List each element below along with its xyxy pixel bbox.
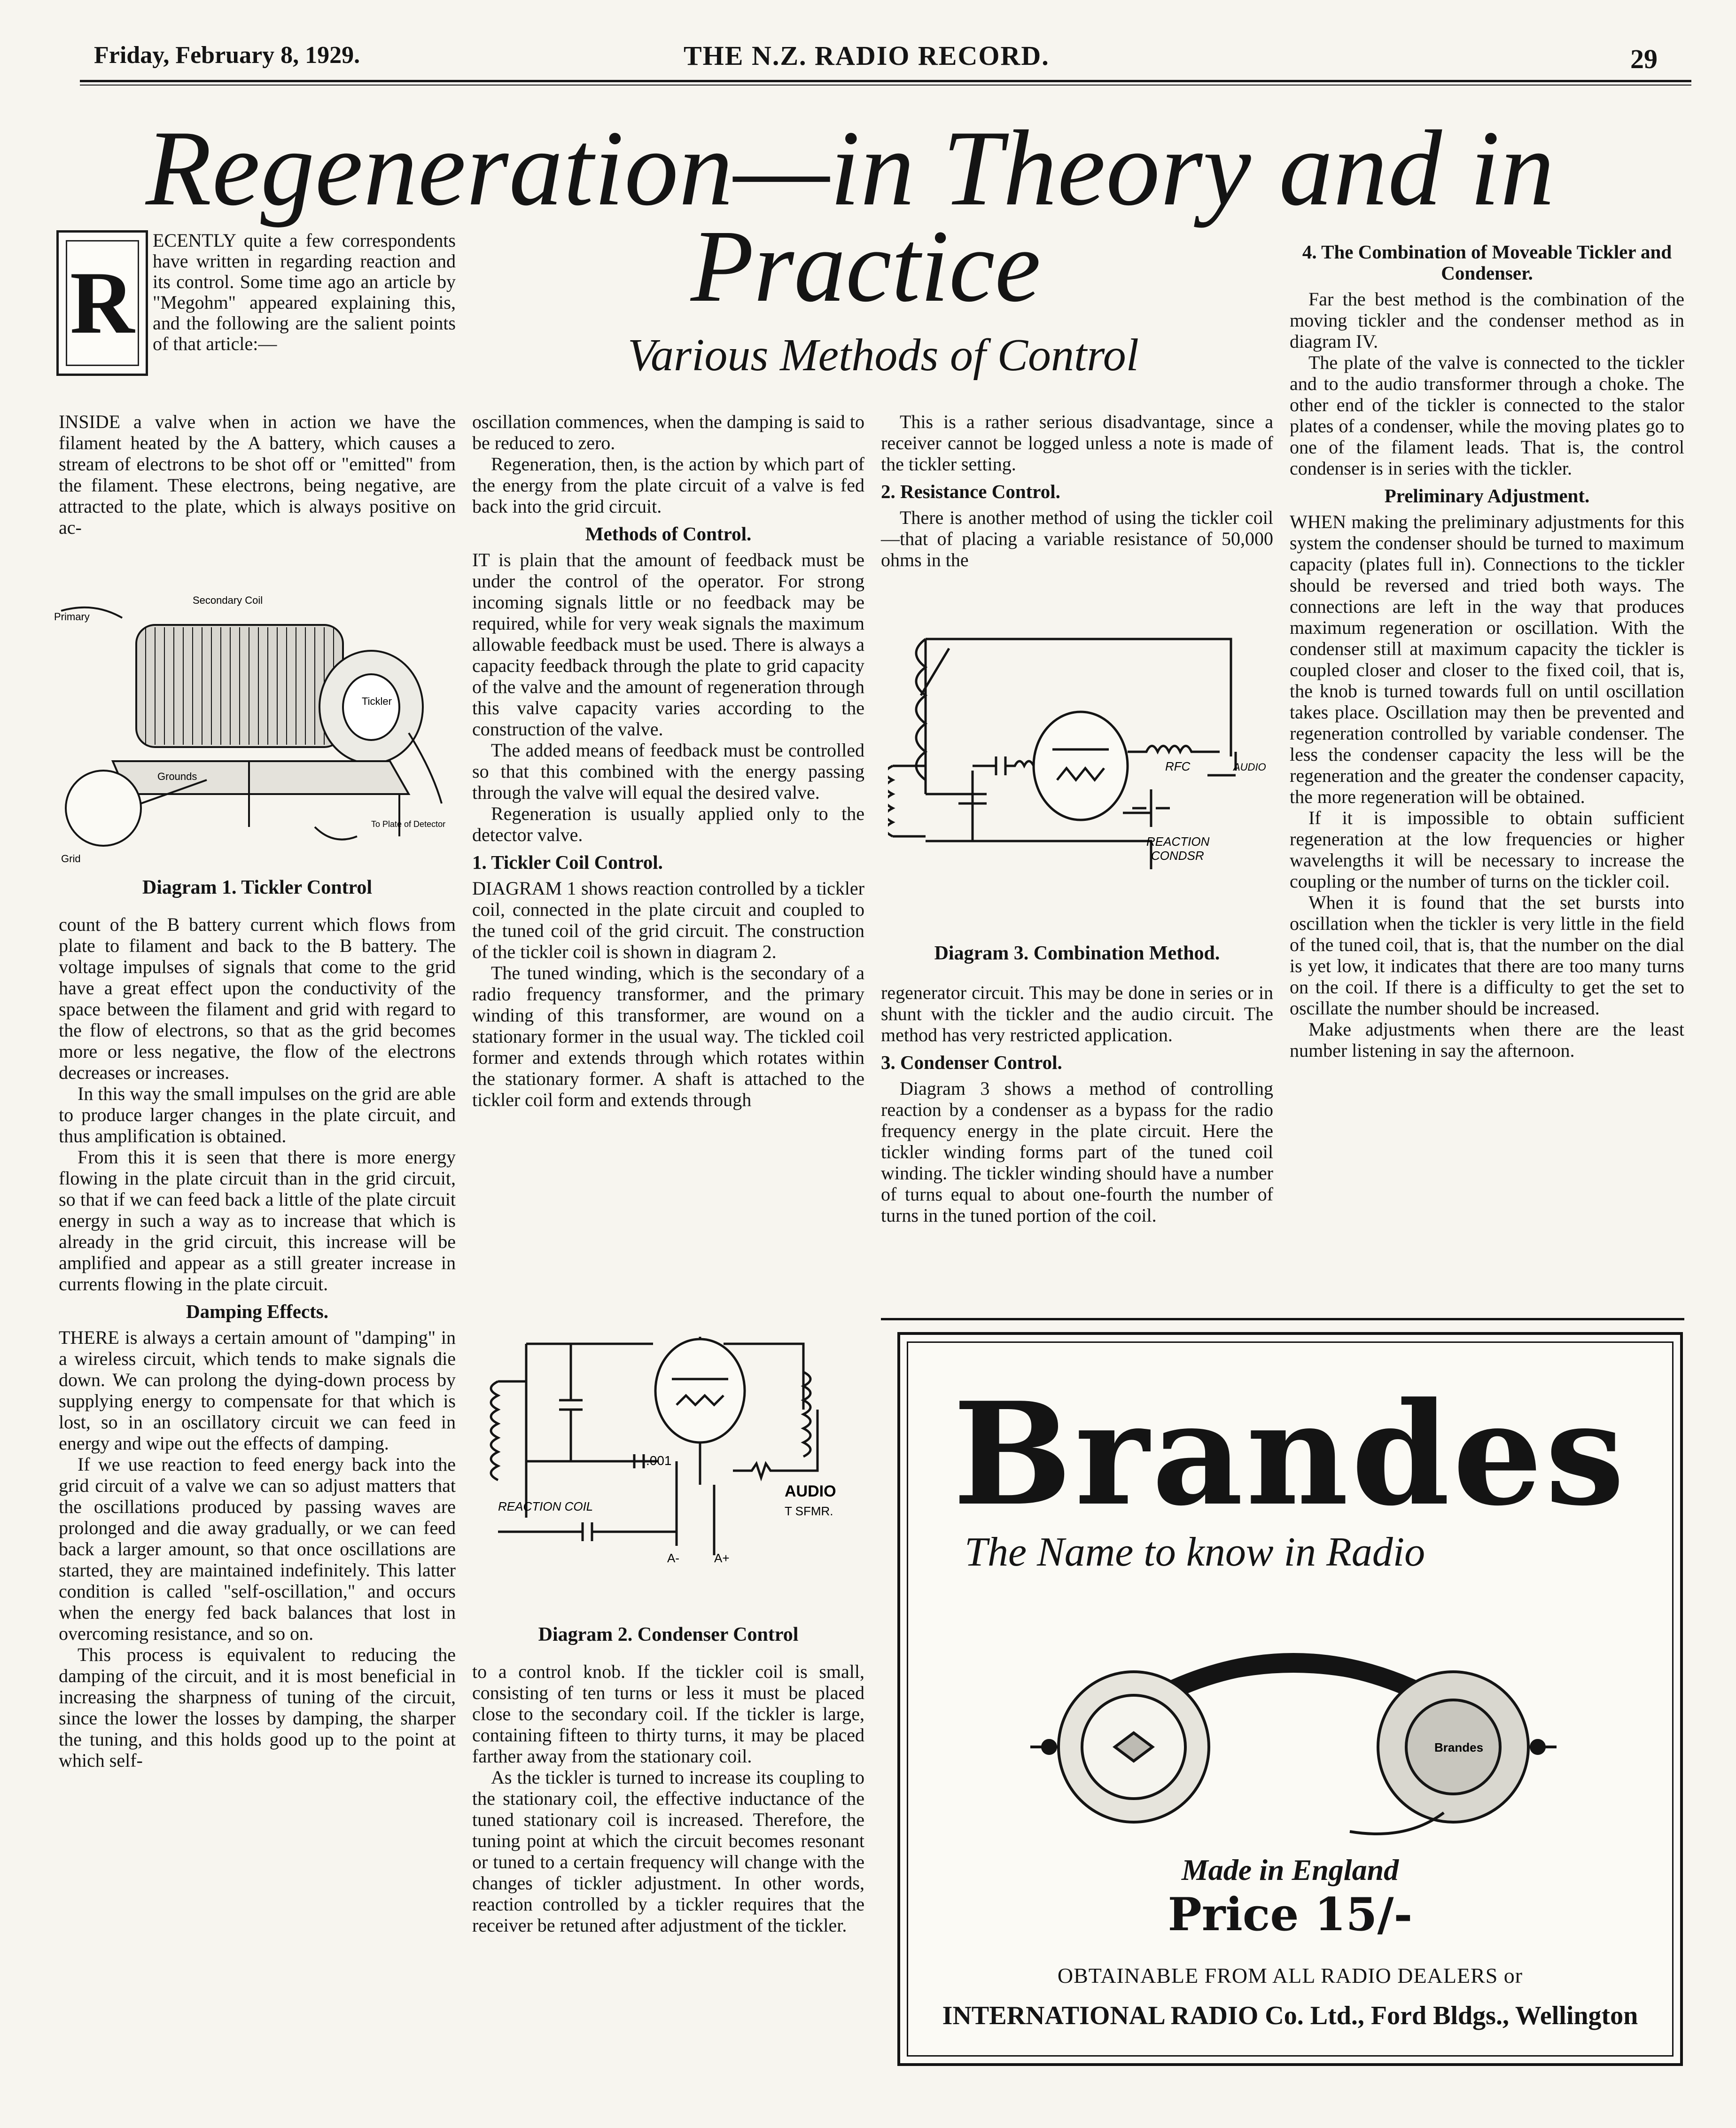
label-grounds: Grounds [157, 771, 197, 782]
ad-inner-border [907, 1341, 1674, 2057]
ad-brand-name: Brandes [953, 1371, 1627, 1537]
col2-paragraph-6: DIAGRAM 1 shows reaction controlled by a tickler coil, connected in the plate circuit and coupled to the tuned coil of the grid circuit. The construction of the tickler coil is shown in diagram 2. [472, 878, 864, 962]
condenser-heading: 3. Condenser Control. [881, 1052, 1062, 1073]
headphones-illustration [1021, 1606, 1566, 1841]
col1-paragraph-4: From this it is seen that there is more energy flowing in the plate circuit than in the grid circuit, so that if we can feed back a little of the plate circuit energy in such a way as to increase that which is already in the grid circuit, this increase will be amplified and appear as a still greater increase in currents flowing in the plate circuit. [59, 1146, 456, 1294]
col4-paragraph-6: Make adjustments when there are the least number listening in say the afternoon. [1290, 1019, 1684, 1061]
col3-paragraph-3: regenerator circuit. This may be done in series or in shunt with the tickler and the audio circuit. The method has very restricted application. [881, 982, 1273, 1045]
col2-paragraph-4: The added means of feedback must be controlled so that this combined with the energy passing through the valve will equal the desired valve. [472, 740, 864, 803]
column-3-upper [881, 411, 1273, 570]
intro-paragraph: ECENTLY quite a few correspondents have written in regarding reaction and its control. Some time ago an article by "Megohm" appeared explaining this, and the following are the salient points of that article:— [153, 230, 456, 354]
reaction-condenser [1132, 775, 1236, 827]
label-plate: To Plate of Detector [371, 819, 446, 829]
article-title: Regeneration—in Theory and in [146, 108, 1555, 228]
column-1-upper [59, 411, 456, 538]
methods-heading: Methods of Control. [585, 523, 752, 545]
column-3-lower [881, 982, 1273, 1226]
label-grid: Grid [61, 853, 81, 865]
col1-paragraph-5: THERE is always a certain amount of "damping" in a wireless circuit, which tends to make signals die down. We can prolong the dying-down process by supplying energy to compensate for that which is lost, so in an oscillatory circuit we can feed in energy and wipe out the effects of damping. [59, 1327, 456, 1454]
col3-paragraph-1: This is a rather serious disadvantage, since a receiver cannot be logged unless a note is made of the tickler setting. [881, 411, 1273, 475]
diagram3-audio-label: AUDIO [1233, 761, 1266, 773]
col2-paragraph-1: oscillation commences, when the damping is said to be reduced to zero. [472, 411, 864, 453]
diagram2-reaction-label: REACTION COIL [498, 1499, 593, 1513]
diagram2-cap-label: .001 [646, 1453, 672, 1468]
combination-heading: 4. The Combination of Moveable Tickler and Condenser. [1302, 241, 1672, 284]
diagram2-audio-label: AUDIO [785, 1482, 836, 1500]
label-tickler: Tickler [362, 695, 392, 707]
column-4 [1290, 235, 1684, 1061]
column-1-lower [59, 914, 456, 1771]
ad-dealer: INTERNATIONAL RADIO Co. Ltd., Ford Bldgs., Wellington [942, 2001, 1638, 2030]
ad-top-rule [881, 1318, 1684, 1320]
tuning-dial [66, 771, 141, 846]
diagram3-reaction-label: REACTION [1146, 834, 1210, 849]
tuning-capacitor [559, 1344, 583, 1461]
col3-paragraph-4: Diagram 3 shows a method of controlling reaction by a condenser as a bypass for the radio frequency energy in the plate circuit. Here the tickler winding forms part of the tuned coil winding. The tickler winding should have a number of turns equal to about one-fourth the number of turns in the tuned portion of the coil. [881, 1078, 1273, 1226]
col4-paragraph-5: When it is found that the set bursts into oscillation when the tickler is very little in the field of the tuned coil, that is, that the number on the dial is yet low, it indicates that there are too many turns on the coil. If there is a difficulty to get the set to oscillate the number should be increased. [1290, 892, 1684, 1019]
col1-paragraph-7: This process is equivalent to reducing the damping of the circuit, and it is most beneficial in increasing the sharpness of tuning of the circuit, since the lower the losses by damping, the sharper the tuning, and this holds good up to the point at which self- [59, 1644, 456, 1771]
diagram-2-caption: Diagram 2. Condenser Control [538, 1624, 799, 1645]
header-date: Friday, February 8, 1929. [94, 42, 360, 69]
col3-paragraph-2: There is another method of using the tickler coil—that of placing a variable resistance of 50,000 ohms in the [881, 507, 1273, 570]
label-secondary: Secondary Coil [193, 594, 263, 606]
diagram-1-caption: Diagram 1. Tickler Control [142, 877, 373, 898]
diagram2-aminus-label: A- [667, 1551, 679, 1565]
ad-obtainable: OBTAINABLE FROM ALL RADIO DEALERS or [1057, 1964, 1523, 1988]
col1-paragraph-6: If we use reaction to feed energy back into the grid circuit of a valve we can so adjust matters that the oscillations produced by passing waves are prolonged and die away gradually, or we can feed back a larger amount, so that once oscillations are started, they are maintained indefinitely. This latter condition is called "self-oscillation," and occurs when the energy fed back balances that lost in overcoming resistance, and so on. [59, 1454, 456, 1644]
brandes-advertisement [897, 1332, 1683, 2066]
initial-letter: R [70, 254, 135, 352]
article-title-line2: Practice [691, 209, 1041, 323]
diagram2-aplus-label: A+ [714, 1551, 730, 1565]
ad-price: Price 15/- [1168, 1888, 1413, 1941]
resistance-heading: 2. Resistance Control. [881, 481, 1060, 502]
column-2-upper [472, 411, 864, 1110]
damping-heading: Damping Effects. [186, 1301, 328, 1322]
valve-3 [1034, 712, 1128, 820]
diagram2-tsfmr-label: T SFMR. [785, 1504, 833, 1518]
header-page-number: 29 [1630, 44, 1658, 74]
col2-paragraph-5: Regeneration is usually applied only to the detector valve. [472, 803, 864, 845]
diagram3-condsr-label: CONDSR [1151, 849, 1204, 863]
diagram-3-combination-circuit [888, 630, 1283, 921]
col4-paragraph-3: WHEN making the preliminary adjustments for this system the condenser should be turned to maximum capacity (plates full in). Connections to the tickler should be reversed and tried both ways. The connections are left in the way that produces maximum regeneration or oscillation. With the condenser still at maximum capacity the tickler is coupled closer and closer to the fixed coil, that is, the knob is turned towards full on until oscillation takes place. Oscillation may then be prevented and regeneration controlled by variable condenser. The less the condenser capacity the less will be the regeneration and the greater the condenser capacity, the more regeneration will be obtained. [1290, 511, 1684, 807]
diagram-3-caption: Diagram 3. Combination Method. [934, 943, 1220, 964]
header-publication: THE N.Z. RADIO RECORD. [684, 40, 1050, 71]
header-rule-thin [80, 85, 1691, 86]
col2-paragraph-2: Regeneration, then, is the action by which part of the energy from the plate circuit of a valve is fed back into the grid circuit. [472, 453, 864, 517]
header-rule [80, 80, 1691, 82]
col1-paragraph-2: count of the B battery current which flows from plate to filament and back to the B battery. The voltage impulses of signals that come to the grid have a great effect upon the conductivity of the space between the filament and grid with regard to the flow of electrons, so that as the grid becomes more or less negative, the flow of the electrons decreases or increases. [59, 914, 456, 1083]
decorative-initial [56, 230, 148, 376]
col1-paragraph-1: INSIDE a valve when in action we have the filament heated by the A battery, which causes a stream of electrons to be shot off or "emitted" from the filament. These electrons, being negative, are attracted to the plate, which is always positive on ac- [59, 411, 456, 538]
diagram-2-condenser-circuit [479, 1334, 864, 1607]
col4-paragraph-4: If it is impossible to obtain sufficient regeneration at the low frequencies or higher wavelengths it will be necessary to increase the coupling or the number of turns on the tickler coil. [1290, 807, 1684, 892]
diagram3-rfc-label: RFC [1165, 759, 1191, 773]
column-2-lower [472, 1661, 864, 1936]
col2-paragraph-3: IT is plain that the amount of feedback must be under the control of the operator. For strong incoming signals little or no feedback may be required, while for very weak signals the maximum allowable feedback must be used. There is always a capacity feedback through the plate to grid capacity of the valve and the amount of regeneration through this valve capacity varies according to the construction of the valve. [472, 549, 864, 740]
col2-paragraph-9: As the tickler is turned to increase its coupling to the stationary coil, the effective inductance of the tuned stationary coil is increased. Therefore, the tuning point at which the circuit becomes resonant or tuned to a certain frequency will change with the changes of tickler adjustment. In other words, reaction controlled by a tickler requires that the receiver be retuned after adjustment of the tickler. [472, 1767, 864, 1936]
headphone-brand-label: Brandes [1434, 1740, 1484, 1754]
col4-paragraph-2: The plate of the valve is connected to the tickler and to the audio transformer through a choke. The other end of the tickler is connected to the stalor plates of a condenser, while the moving plates go to one of the filament leads. That is, the control condenser is in series with the tickler. [1290, 352, 1684, 479]
col1-paragraph-3: In this way the small impulses on the grid are able to produce larger changes in the plate circuit, and thus amplification is obtained. [59, 1083, 456, 1146]
preliminary-heading: Preliminary Adjustment. [1384, 485, 1590, 507]
diagram-1-tickler-drawing [52, 583, 460, 874]
ad-made-in: Made in England [1181, 1853, 1399, 1886]
col4-paragraph-1: Far the best method is the combination of the moving tickler and the condenser method as in diagram IV. [1290, 288, 1684, 352]
ad-tagline: The Name to know in Radio [965, 1529, 1425, 1575]
valve [655, 1339, 745, 1442]
tickler-heading: 1. Tickler Coil Control. [472, 851, 663, 873]
label-primary: Primary [54, 611, 90, 623]
col2-paragraph-7: The tuned winding, which is the secondary of a radio frequency transformer, and the primary winding of this transformer, are wound on a stationary former in the usual way. The tickled coil former and extends through which rotates within the stationary former. A shaft is attached to the tickler coil form and extends through [472, 962, 864, 1110]
article-subtitle: Various Methods of Control [627, 330, 1139, 381]
col2-paragraph-8: to a control knob. If the tickler coil is small, consisting of ten turns or less it must be placed close to the secondary coil. If the tickler is large, containing fifteen to thirty turns, it may be placed farther away from the stationary coil. [472, 1661, 864, 1767]
